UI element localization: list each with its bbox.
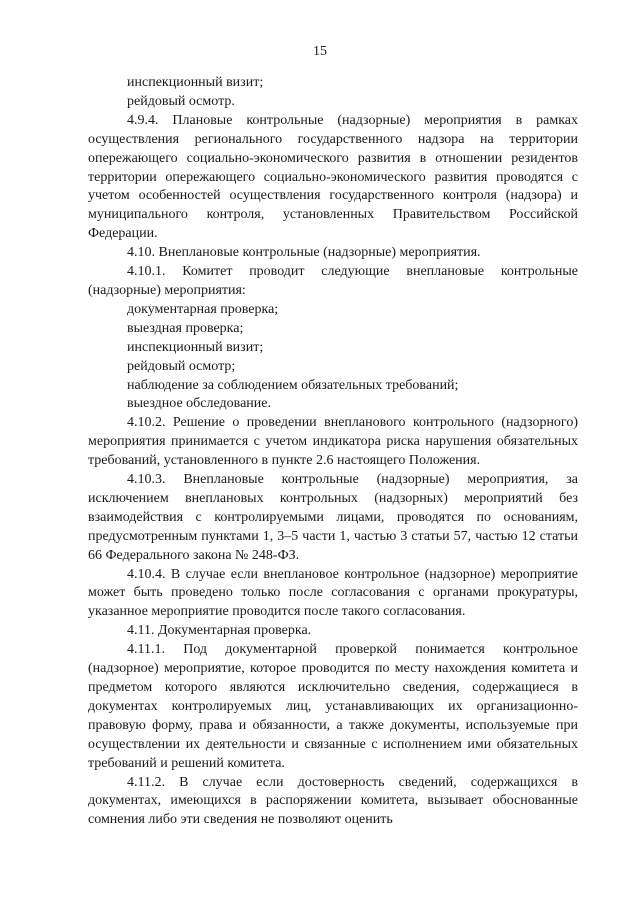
document-body (88, 74, 578, 830)
paragraph-4-10-1: 4.10.1. Комитет проводит следующие внеплановые контрольные (надзорные) мероприятия: (88, 264, 578, 298)
paragraph-list-item: инспекционный визит; (127, 75, 264, 90)
paragraph-4-9-4: 4.9.4. Плановые контрольные (надзорные) мероприятия в рамках осуществления регионального государственного надзора на территории опережающего социально-экономического развития в отношении резидентов территории опережающего социально-экономического развития проводятся с учетом особенностей осуществления государственного контроля (надзора) и муниципального контроля, установленных Правительством Российской Федерации. (88, 112, 578, 242)
paragraph-list-item: документарная проверка; (127, 301, 279, 317)
heading-4-11: 4.11. Документарная проверка. (127, 623, 312, 639)
paragraph-4-11-1: 4.11.1. Под документарной проверкой понимается контрольное (надзорное) мероприятие, которое проводится по месту нахождения комитета и предметом которого являются исключительно сведения, содержащиеся в документах контролируемых лиц, устанавливающих их организационно-правовую форму, права и обязанности, а также документы, используемые при осуществлении их деятельности и связанные с исполнением ими обязательных требований и решений комитета. (88, 642, 578, 771)
paragraph-list-item: рейдовый осмотр. (127, 93, 235, 109)
paragraph-list-item: наблюдение за соблюдением обязательных требований; (127, 377, 459, 393)
paragraph-4-10-3: 4.10.3. Внеплановые контрольные (надзорные) мероприятия, за исключением внеплановых контрольных (надзорных) мероприятий без взаимодействия с контролируемыми лицами, проводятся по основаниям, предусмотренным пунктами 1, 3–5 части 1, частью 3 статьи 57, частью 12 статьи 66 Федерального закона № 248-ФЗ. (88, 472, 578, 563)
paragraph-list-item: рейдовый осмотр; (127, 358, 236, 374)
paragraph-4-11-2: 4.11.2. В случае если достоверность сведений, содержащихся в документах, имеющихся в распоряжении комитета, вызывает обоснованные сомнения либо эти сведения не позволяют оценить (88, 774, 578, 828)
paragraph-list-item: выездное обследование. (127, 396, 271, 412)
paragraph-list-item: выездная проверка; (127, 320, 244, 336)
paragraph-list-item: инспекционный визит; (127, 339, 264, 355)
heading-4-10: 4.10. Внеплановые контрольные (надзорные) мероприятия. (127, 245, 481, 261)
paragraph-4-10-4: 4.10.4. В случае если внеплановое контрольное (надзорное) мероприятие может быть проведено только после согласования с органами прокуратуры, указанное мероприятие проводится после такого согласования. (88, 566, 578, 620)
page-number: 15 (313, 44, 327, 59)
paragraph-4-10-2: 4.10.2. Решение о проведении внепланового контрольного (надзорного) мероприятия принимается с учетом индикатора риска нарушения обязательных требований, установленного в пункте 2.6 настоящего Положения. (88, 415, 578, 469)
